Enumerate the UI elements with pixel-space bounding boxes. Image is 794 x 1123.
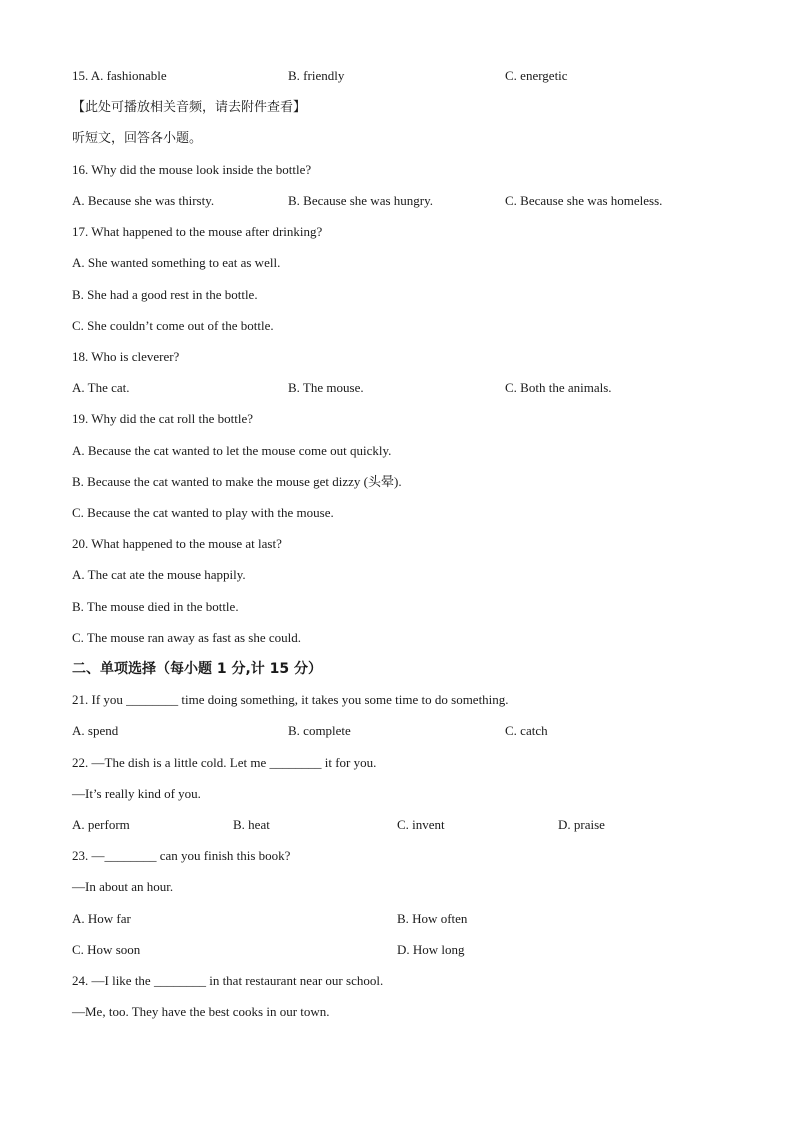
q19-option-a: A. Because the cat wanted to let the mouse come out quickly. [72, 443, 392, 458]
q21-option-a: A. spend [72, 723, 119, 738]
q19-option-b: B. Because the cat wanted to make the mouse get dizzy (头晕). [72, 474, 402, 489]
q18-stem: 18. Who is cleverer? [72, 349, 180, 364]
q23-reply: —In about an hour. [72, 879, 174, 894]
q16-option-b: B. Because she was hungry. [288, 193, 434, 208]
q21-option-b: B. complete [288, 723, 351, 738]
audio-note: 【此处可播放相关音频，请去附件查看】 [72, 100, 307, 115]
q16-option-a: A. Because she was thirsty. [72, 193, 215, 208]
q17-option-b: B. She had a good rest in the bottle. [72, 287, 258, 302]
q23-option-d: D. How long [397, 942, 465, 957]
q21-option-c: C. catch [505, 723, 548, 738]
q20-option-a: A. The cat ate the mouse happily. [72, 567, 246, 582]
q23-option-c: C. How soon [72, 942, 141, 957]
q23-stem: 23. —________ can you finish this book? [72, 848, 291, 863]
q17-option-c: C. She couldn’t come out of the bottle. [72, 318, 274, 333]
q24-reply: —Me, too. They have the best cooks in our town. [72, 1004, 330, 1019]
q21-stem: 21. If you ________ time doing something, it takes you some time to do something. [72, 692, 509, 707]
q20-option-c: C. The mouse ran away as fast as she could. [72, 630, 302, 645]
q22-option-d: D. praise [558, 817, 605, 832]
q18-option-c: C. Both the animals. [505, 380, 612, 395]
q17-stem: 17. What happened to the mouse after drinking? [72, 224, 323, 239]
q20-stem: 20. What happened to the mouse at last? [72, 536, 282, 551]
q22-option-b: B. heat [233, 817, 270, 832]
q22-reply: —It’s really kind of you. [72, 786, 201, 801]
q22-option-c: C. invent [397, 817, 445, 832]
q19-stem: 19. Why did the cat roll the bottle? [72, 411, 253, 426]
q23-option-a: A. How far [72, 911, 131, 926]
q15-option-b: B. friendly [288, 68, 345, 83]
q19-option-c: C. Because the cat wanted to play with the mouse. [72, 505, 334, 520]
q22-stem: 22. —The dish is a little cold. Let me ________ it for you. [72, 755, 377, 770]
q24-stem: 24. —I like the ________ in that restaurant near our school. [72, 973, 384, 988]
q16-stem: 16. Why did the mouse look inside the bottle? [72, 162, 312, 177]
q22-option-a: A. perform [72, 817, 130, 832]
q15-option-c: C. energetic [505, 68, 568, 83]
q20-option-b: B. The mouse died in the bottle. [72, 599, 239, 614]
q18-option-b: B. The mouse. [288, 380, 364, 395]
q17-option-a: A. She wanted something to eat as well. [72, 255, 281, 270]
q23-option-b: B. How often [397, 911, 468, 926]
listen-instruction: 听短文，回答各小题。 [72, 131, 203, 146]
q15-option-a: 15. A. fashionable [72, 68, 167, 83]
q16-option-c: C. Because she was homeless. [505, 193, 663, 208]
q18-option-a: A. The cat. [72, 380, 130, 395]
section-2-heading: 二、单项选择（每小题 1 分,计 15 分） [72, 661, 323, 677]
